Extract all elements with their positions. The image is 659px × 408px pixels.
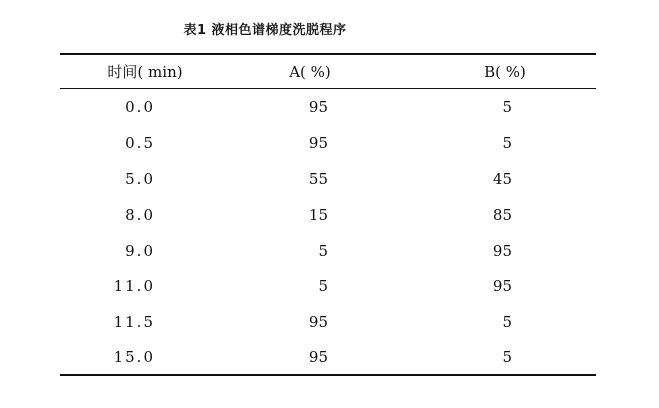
cell-a: 5	[318, 277, 328, 295]
cell-b: 45	[492, 170, 512, 188]
cell-b: 5	[502, 348, 512, 366]
cell-time: 9.0	[125, 242, 155, 260]
cell-time: 0.0	[125, 98, 155, 116]
table-row	[0, 347, 659, 367]
cell-a: 95	[308, 134, 328, 152]
table-bottom-rule	[60, 374, 596, 376]
cell-a: 95	[308, 313, 328, 331]
table-row	[0, 312, 659, 332]
header-a: A( %)	[289, 63, 331, 81]
cell-a: 15	[308, 206, 328, 224]
cell-b: 85	[492, 206, 512, 224]
cell-time: 8.0	[125, 206, 155, 224]
table-caption: 表1 液相色谱梯度洗脱程序	[183, 23, 347, 38]
table-top-rule	[60, 53, 596, 55]
cell-time: 5.0	[125, 170, 155, 188]
table-row	[0, 169, 659, 189]
cell-b: 95	[492, 242, 512, 260]
cell-time: 0.5	[125, 134, 155, 152]
table-row	[0, 97, 659, 117]
cell-b: 5	[502, 98, 512, 116]
cell-b: 5	[502, 313, 512, 331]
cell-a: 95	[308, 348, 328, 366]
cell-a: 5	[318, 242, 328, 260]
table-header-rule	[60, 88, 596, 89]
cell-a: 95	[308, 98, 328, 116]
cell-time: 11.0	[113, 277, 155, 295]
table-row	[0, 241, 659, 261]
cell-time: 11.5	[113, 313, 155, 331]
cell-b: 5	[502, 134, 512, 152]
header-b: B( %)	[484, 63, 526, 81]
cell-a: 55	[308, 170, 328, 188]
cell-b: 95	[492, 277, 512, 295]
table-row	[0, 276, 659, 296]
cell-time: 15.0	[113, 348, 155, 366]
table-row	[0, 205, 659, 225]
header-time: 时间( min)	[107, 63, 183, 81]
table-row	[0, 133, 659, 153]
